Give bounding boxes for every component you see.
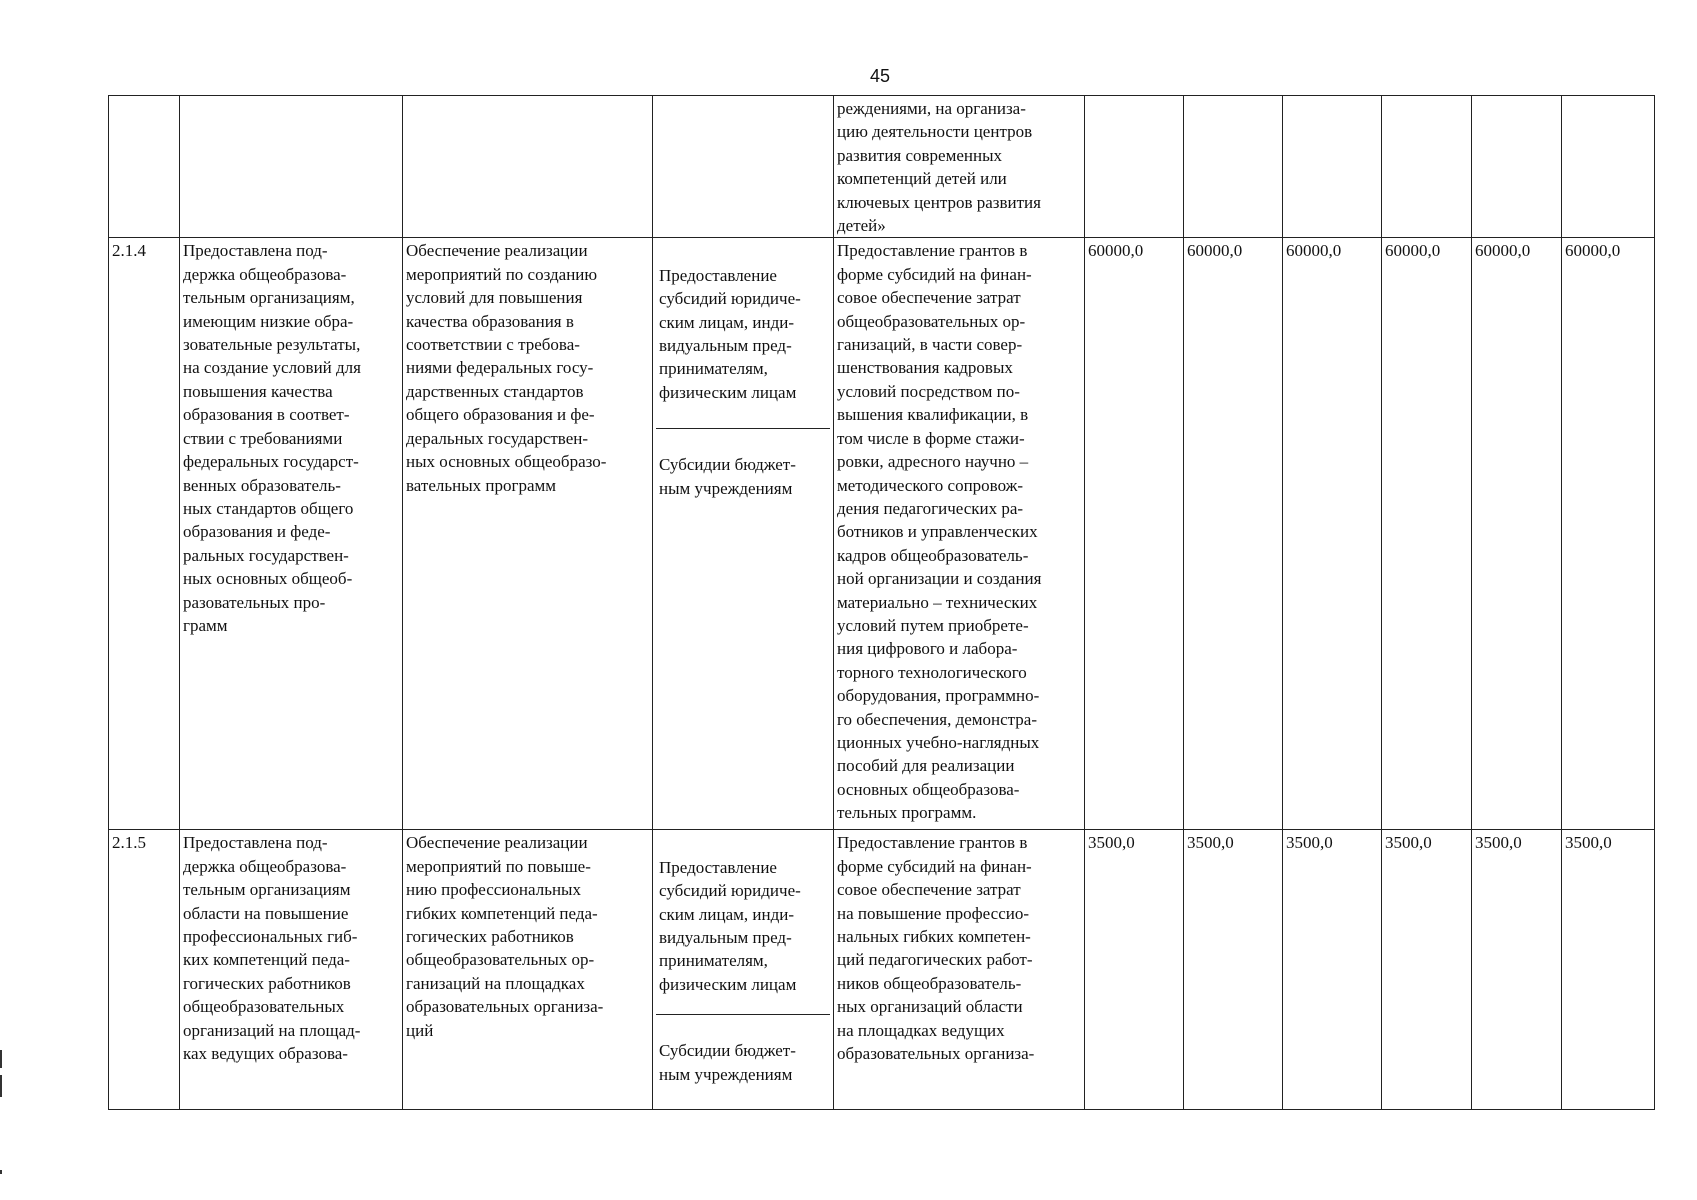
table-row-2-1-4 [109,238,1655,830]
cell-direction: Предоставление грантов в форме субсидий на финан- совое обеспечение затрат общеобразовательных ор- ганизаций, в части совер- шенствования кадровых условий посредством по- вышения квалификации, в том числе в форме стажи- ровки, адресного научно – методического сопровож- дения педагогических ра- ботников и управленческих кадров общеобразователь- ной организации и создания материально – технических условий путем приобрете- ния цифрового и лабора- торного технологического оборудования, программно- го обеспечения, демонстра- ционных учебно-наглядных пособий для реализации основных общеобразова- тельных программ. [834,238,1085,830]
cell-value-year-6 [1562,96,1655,238]
cell-result: Предоставлена под- держка общеобразова- тельным организациям области на повышение профессиональных гиб- ких компетенций педа- гогических работников общеобразовательных организаций на площад- ках ведущих образова- [180,830,403,1110]
program-table [108,95,1655,1110]
subsidy-budget-institutions: Субсидии бюджет- ным учреждениям [659,1041,796,1084]
cell-value-year-3 [1283,96,1382,238]
cell-code: 2.1.5 [109,830,180,1110]
cell-value-year-1: 60000,0 [1085,238,1184,830]
cell-value-year-4 [1382,96,1472,238]
cell-result: Предоставлена под- держка общеобразова- тельным организациям, имеющим низкие обра- зовательные результаты, на создание условий для повышения качества образования в соответ- ствии с требованиями федеральных государст- венных образователь- ных стандартов общего образования и феде- ральных государствен- ных основных общеоб- разовательных про- грамм [180,238,403,830]
cell-value-year-3: 60000,0 [1283,238,1382,830]
cell-value-year-3: 3500,0 [1283,830,1382,1110]
cell-value-year-1 [1085,96,1184,238]
scan-edge-mark [0,1170,2,1174]
cell-value-year-4: 60000,0 [1382,238,1472,830]
page-number: 45 [869,66,891,86]
scan-edge-mark [0,1075,2,1097]
cell-code: 2.1.4 [109,238,180,830]
cell-value-year-2: 3500,0 [1184,830,1283,1110]
table-row-2-1-5 [109,830,1655,1110]
cell-result [180,96,403,238]
cell-value-year-4: 3500,0 [1382,830,1472,1110]
cell-subsidy-type [653,96,834,238]
cell-subsidy-type [653,830,834,1110]
table-row-continuation [109,96,1655,238]
subsidy-legal-entities: Предоставление субсидий юридиче- ским лицам, инди- видуальным пред- принимателям, физическим лицам [656,855,830,1015]
cell-code [109,96,180,238]
cell-measure: Обеспечение реализации мероприятий по созданию условий для повышения качества образования в соответствии с требова- ниями федеральных госу- дарственных стандартов общего образования и фе- деральных государствен- ных основных общеобразо- вательных программ [403,238,653,830]
cell-value-year-5: 60000,0 [1472,238,1562,830]
cell-subsidy-type [653,238,834,830]
cell-value-year-1: 3500,0 [1085,830,1184,1110]
scan-edge-mark [0,1050,2,1068]
cell-direction: реждениями, на организа- цию деятельности центров развития современных компетенций детей или ключевых центров развития детей» [834,96,1085,238]
subsidy-legal-entities: Предоставление субсидий юридиче- ским лицам, инди- видуальным пред- принимателям, физическим лицам [656,263,830,429]
cell-direction: Предоставление грантов в форме субсидий на финан- совое обеспечение затрат на повышение профессио- нальных гибких компетен- ций педагогических работ- ников общеобразователь- ных организаций области на площадках ведущих образовательных организа- [834,830,1085,1110]
cell-value-year-6: 60000,0 [1562,238,1655,830]
cell-measure: Обеспечение реализации мероприятий по повыше- нию профессиональных гибких компетенций педа- гогических работников общеобразовательных ор- ганизаций на площадках образовательных организа- ций [403,830,653,1110]
cell-value-year-2: 60000,0 [1184,238,1283,830]
cell-value-year-5: 3500,0 [1472,830,1562,1110]
subsidy-budget-institutions: Субсидии бюджет- ным учреждениям [659,455,796,498]
cell-value-year-6: 3500,0 [1562,830,1655,1110]
cell-value-year-5 [1472,96,1562,238]
cell-value-year-2 [1184,96,1283,238]
cell-measure [403,96,653,238]
